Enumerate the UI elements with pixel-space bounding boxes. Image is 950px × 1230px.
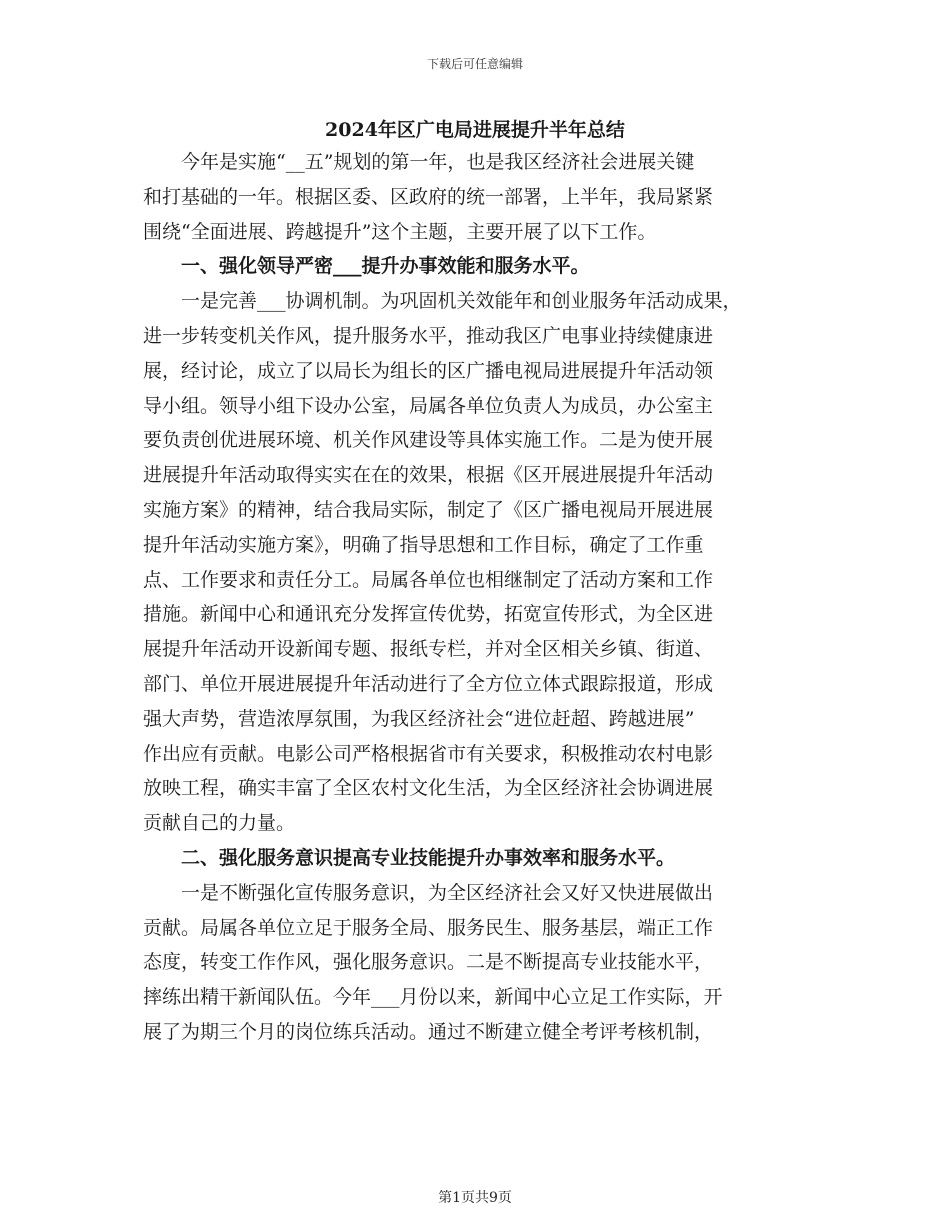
body-text-line: 实施方案》的精神，结合我局实际，制定了《区广播电视局开展进展	[143, 498, 714, 521]
body-text-line: 展，经讨论，成立了以局长为组长的区广播电视局进展提升年活动领	[143, 359, 714, 382]
body-text-line: 点、工作要求和责任分工。局属各单位也相继制定了活动方案和工作	[143, 568, 714, 591]
page-footer: 第1页共9页	[438, 1190, 512, 1206]
body-text-line: 措施。新闻中心和通讯充分发挥宣传优势，拓宽宣传形式，为全区进	[143, 603, 714, 626]
page-header: 下载后可任意编辑	[426, 57, 523, 71]
body-text-line: 一是不断强化宣传服务意识，为全区经济社会又好又快进展做出	[181, 881, 714, 904]
body-text-line: 围绕“全面进展、跨越提升”这个主题，主要开展了以下工作。	[143, 220, 657, 243]
body-text-line: 进一步转变机关作风，提升服务水平，推动我区广电事业持续健康进	[143, 324, 714, 347]
document-body	[143, 145, 819, 1050]
body-text-line: 态度，转变工作作风，强化服务意识。二是不断提高专业技能水平，	[143, 951, 714, 974]
body-text-line: 展提升年活动开设新闻专题、报纸专栏，并对全区相关乡镇、街道、	[143, 638, 714, 661]
body-text-line: 一是完善___协调机制。为巩固机关效能年和创业服务年活动成果，	[181, 290, 742, 313]
body-text-line: 贡献。局属各单位立足于服务全局、服务民生、服务基层，端正工作	[143, 916, 714, 939]
section-heading: 一、强化领导严密___提升办事效能和服务水平。	[181, 255, 590, 278]
body-text-line: 和打基础的一年。根据区委、区政府的统一部署，上半年，我局紧紧	[143, 185, 714, 208]
body-text-line: 作出应有贡献。电影公司严格根据省市有关要求，积极推动农村电影	[143, 742, 714, 765]
body-text-line: 要负责创优进展环境、机关作风建设等具体实施工作。二是为使开展	[143, 429, 714, 452]
body-text-line: 摔练出精干新闻队伍。今年___月份以来，新闻中心立足工作实际，开	[143, 986, 723, 1009]
body-text-line: 贡献自己的力量。	[143, 812, 296, 835]
body-text-line: 放映工程，确实丰富了全区农村文化生活，为全区经济社会协调进展	[143, 777, 714, 800]
body-text-line: 部门、单位开展进展提升年活动进行了全方位立体式跟踪报道，形成	[143, 672, 714, 695]
body-text-line: 强大声势，营造浓厚氛围，为我区经济社会“进位赶超、跨越进展”	[143, 707, 695, 730]
body-text-line: 提升年活动实施方案》，明确了指导思想和工作目标，确定了工作重	[143, 533, 704, 556]
document-title: 2024年区广电局进展提升半年总结	[325, 119, 625, 141]
body-text-line: 今年是实施“__五”规划的第一年，也是我区经济社会进展关键	[181, 151, 695, 173]
section-heading: 二、强化服务意识提高专业技能提升办事效率和服务水平。	[181, 846, 676, 869]
body-text-line: 进展提升年活动取得实实在在的效果，根据《区开展进展提升年活动	[143, 464, 714, 487]
body-text-line: 导小组。领导小组下设办公室，局属各单位负责人为成员，办公室主	[143, 394, 714, 417]
body-text-line: 展了为期三个月的岗位练兵活动。通过不断建立健全考评考核机制，	[143, 1020, 714, 1043]
